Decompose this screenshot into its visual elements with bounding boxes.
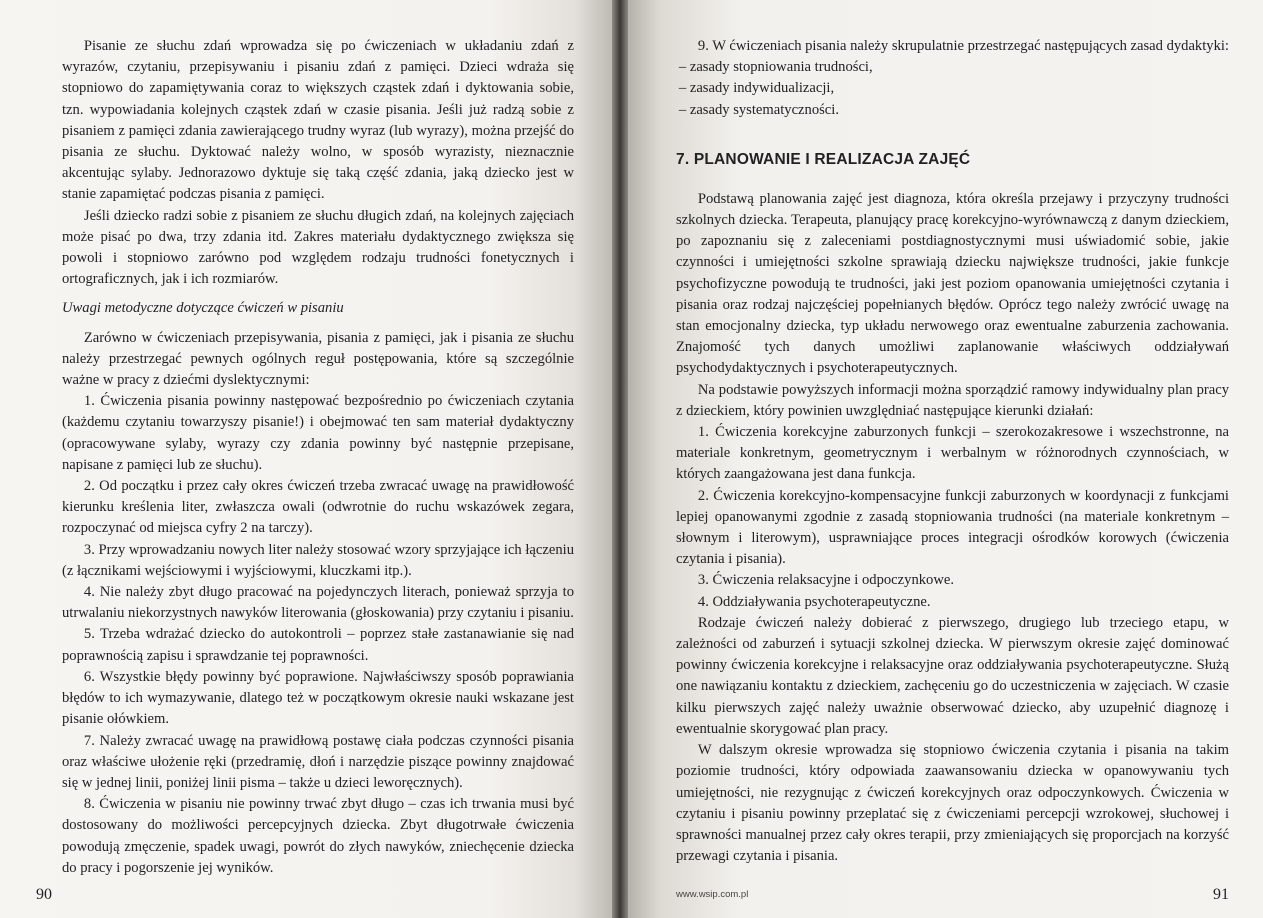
list-item: – zasady indywidualizacji, <box>678 80 835 97</box>
paragraph: W dalszym okresie wprowadza się stopniowo ćwiczenia czytania i pisania na takim poziomie trudności, który odpowiada zaawansowaniu dziecka w opanowywaniu tych umiejętności, nie rezygnując z ćwiczeń korekcyjnych oraz odpoczynkowych. Ćwiczenia w czytaniu i pisaniu powinny przeplatać się z ćwiczeniami percepcji wzrokowej, słuchowej i sprawności manualnej przez cały okres terapii, przy zmieniających się proporcjach na korzyść przewagi czytania i pisania. <box>676 742 1229 865</box>
rule-item: 3. Przy wprowadzaniu nowych liter należy stosować wzory sprzyjające ich łączeniu (z łącznikami wejściowymi i wyjściowymi, kluczkami itp.). <box>62 541 574 579</box>
direction-item: 2. Ćwiczenia korekcyjno-kompensacyjne funkcji zaburzonych w koordynacji z funkcjami lepiej opanowanymi zgodnie z zasadą stopniowania trudności (na materiale konkretnym – słownym i literowym), usprawniające proces integracji ośrodków korowych (ćwiczenia czytania i pisania). <box>676 487 1229 568</box>
paragraph: Podstawą planowania zajęć jest diagnoza, która określa przejawy i przyczyny trudności szkolnych dziecka. Terapeuta, planujący pracę korekcyjno-wyrównawczą z danym dzieckiem, po zapoznaniu się z zaleceniami postdiagnostycznymi musi uświadomić sobie, jakie czynności i umiejętności szkolne sprawiają dziecku największe trudności, jakie funkcje psychofizyczne powodują te trudności, jaki jest poziom opanowania umiejętności czytania i pisania oraz rodzaj najczęściej popełnianych błędów. Oprócz tego należy zwrócić uwagę na stan emocjonalny dziecka, typ układu nerwowego oraz ewentualne zaburzenia zachowania. Znajomość tych danych umożliwi zaplanowanie właściwych oddziaływań psychodydaktycznych i psychoterapeutycznych. <box>676 190 1229 377</box>
direction-item: 1. Ćwiczenia korekcyjne zaburzonych funkcji – szerokozakresowe i wszechstronne, na materiale konkretnym, geometrycznym i werbalnym w różnorodnych czynnościach, w których zaangażowana jest dana funkcja. <box>676 424 1229 483</box>
rule-item: 8. Ćwiczenia w pisaniu nie powinny trwać zbyt długo – czas ich trwania musi być dostosowany do możliwości percepcyjnych dziecka. Zbyt długotrwałe ćwiczenia powodują zmęczenie, spadek uwagi, powrót do złych nawyków, zniechęcenie dziecka do pracy i pogorszenie jej wyników. <box>62 796 574 876</box>
list-item: – zasady stopniowania trudności, <box>678 59 873 76</box>
rule-item: 5. Trzeba wdrażać dziecko do autokontroli – poprzez stałe zastanawianie się nad poprawnością zapisu i sprawdzanie tej poprawności. <box>62 626 574 664</box>
footer-url: www.wsip.com.pl <box>676 889 749 900</box>
rule-item: 9. W ćwiczeniach pisania należy skrupulatnie przestrzegać następujących zasad dydaktyki: <box>697 38 1229 54</box>
book-gutter <box>612 0 628 918</box>
direction-item: 3. Ćwiczenia relaksacyjne i odpoczynkowe. <box>697 572 954 589</box>
direction-item: 4. Oddziaływania psychoterapeutyczne. <box>697 593 931 610</box>
rule-item: 1. Ćwiczenia pisania powinny następować bezpośrednio po ćwiczeniach czytania (każdemu czytaniu towarzyszy pisanie!) i obejmować ten sam materiał dydaktyczny (opracowywane sylaby, wyrazy czy zdania powinny być następnie przepisane, napisane z pamięci lub ze słuchu). <box>62 393 574 473</box>
paragraph: Na podstawie powyższych informacji można sporządzić ramowy indywidualny plan pracy z dzieckiem, który powinien uwzględniać następujące kierunki działań: <box>676 381 1229 419</box>
paragraph: Zarówno w ćwiczeniach przepisywania, pisania z pamięci, jak i pisania ze słuchu należy przestrzegać pewnych ogólnych reguł postępowania, które są szczególnie ważne w pracy z dziećmi dyslektycznymi: <box>62 329 574 389</box>
rule-item: 2. Od początku i przez cały okres ćwiczeń trzeba zwracać uwagę na prawidłowość kierunku kreślenia liter, zwłaszcza owali (odwrotnie do ruchu wskazówek zegara, rozpoczynać od miejsca cyfry 2 na tarczy). <box>62 478 574 537</box>
paragraph: Jeśli dziecko radzi sobie z pisaniem ze słuchu długich zdań, na kolejnych zajęciach może pisać po dwa, trzy zdania itd. Zakres materiału dydaktycznego zwiększa się powoli i stopniowo zarówno pod względem rodzaju trudności fonetycznych i ortograficznych, jak i ich rozmiarów. <box>62 207 574 288</box>
page-number: 90 <box>36 886 52 903</box>
right-page <box>628 0 1263 918</box>
subheading: Uwagi metodyczne dotyczące ćwiczeń w pisaniu <box>62 300 344 317</box>
page-number: 91 <box>1213 886 1229 903</box>
rule-item: 7. Należy zwracać uwagę na prawidłową postawę ciała podczas czynności pisania oraz właściwe ułożenie ręki (przedramię, dłoń i narzędzie piszące powinny znajdować się w jednej linii, poniżej linii pisma – także u dzieci leworęcznych). <box>62 732 574 791</box>
left-page <box>0 0 612 918</box>
paragraph: Pisanie ze słuchu zdań wprowadza się po ćwiczeniach w układaniu zdań z wyrazów, czytaniu, przepisywaniu i pisaniu zdań z pamięci. Dzieci wdraża się stopniowo do zapamiętywania coraz to większych cząstek zdań i dyktowania sobie, tzn. wypowiadania kolejnych cząstek zdań w czasie pisania. Jeśli już radzą sobie z pisaniem z pamięci zdania zawierającego trudny wyraz (lub wyrazy), można przejść do pisania ze słuchu. Dyktować należy wolno, w sposób wyrazisty, nieznacznie akcentując sylaby. Jednorazowo dyktuje się taką część zdania, jaką dziecko jest w stanie zapamiętać podczas pisania z pamięci. <box>62 38 574 203</box>
paragraph: Rodzaje ćwiczeń należy dobierać z pierwszego, drugiego lub trzeciego etapu, w zależności od zaburzeń i sytuacji szkolnej dziecka. W pierwszym okresie zajęć dominować powinny ćwiczenia korekcyjne i relaksacyjne oraz oddziaływania psychoterapeutyczne. Służą one nawiązaniu kontaktu z dzieckiem, zachęceniu go do uczestniczenia w zajęciach. W czasie kilku pierwszych zajęć należy uważnie obserwować dziecko, aby uzupełnić diagnozę i ewentualnie skorygować plan pracy. <box>676 614 1229 737</box>
rule-item: 6. Wszystkie błędy powinny być poprawione. Najwłaściwszy sposób poprawiania błędów to ich wymazywanie, dlatego też w początkowym okresie nauki wskazane jest pisanie ołówkiem. <box>62 668 574 728</box>
section-heading: 7. PLANOWANIE I REALIZACJA ZAJĘĆ <box>676 150 971 168</box>
list-item: – zasady systematyczności. <box>678 101 839 118</box>
rule-item: 4. Nie należy zbyt długo pracować na pojedynczych literach, ponieważ sprzyja to utrwalaniu niekorzystnych nawyków literowania (głoskowania) przy czytaniu i pisaniu. <box>62 584 574 622</box>
